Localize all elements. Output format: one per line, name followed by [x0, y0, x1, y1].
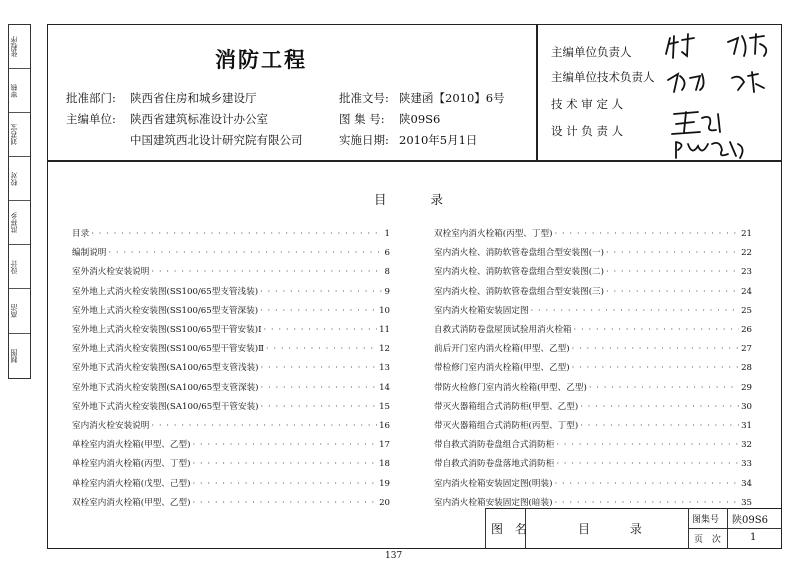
strip-label: 高洁 [10, 304, 18, 318]
toc-leader-dots [108, 248, 382, 258]
toc-entry [72, 419, 390, 431]
strip-label: 审核 [10, 84, 18, 98]
strip-label: 刘君宝 [10, 124, 18, 146]
side-approval-strip [8, 24, 31, 379]
tb-page-label: 页 次 [694, 535, 724, 545]
strip-cell [9, 334, 30, 379]
toc-leader-dots [192, 498, 377, 508]
toc-entry [434, 246, 752, 258]
tb-divider [688, 528, 782, 529]
toc-entry [434, 438, 752, 450]
toc-entry-title: 带自救式消防卷盘组合式消防柜 [434, 440, 555, 451]
toc-entry-title: 双栓室内消火栓箱(甲型、乙型) [72, 497, 191, 508]
toc-leader-dots [192, 459, 377, 469]
toc-entry-page: 21 [741, 229, 752, 239]
toc-leader-dots [91, 229, 382, 239]
toc-entry [72, 361, 390, 373]
strip-cell [9, 201, 30, 245]
toc-entry-page: 35 [741, 497, 752, 508]
page-number: 137 [385, 551, 403, 561]
toc-entry-page: 30 [741, 401, 752, 412]
toc-entry-title: 室内消火栓、消防软管卷盘组合型安装图(一) [434, 248, 604, 259]
strip-cell [9, 289, 30, 334]
toc-entry-title: 室外地上式消火栓安装图(SS100/65型干管安装)Ⅰ [72, 325, 262, 335]
toc-leader-dots [606, 248, 739, 258]
strip-label: 制图 [10, 349, 18, 363]
toc-entry-page: 25 [741, 305, 752, 316]
toc-entry-page: 9 [384, 286, 390, 297]
strip-label: 校对 [10, 172, 18, 186]
toc-entry [434, 361, 752, 373]
toc-leader-dots [531, 306, 740, 316]
toc-leader-dots [151, 421, 377, 431]
toc-entry [434, 323, 752, 335]
strip-cell [9, 245, 30, 289]
strip-cell [9, 157, 30, 201]
toc-entry-page: 33 [741, 459, 752, 470]
toc-leader-dots [606, 267, 739, 277]
toc-entry-page: 31 [741, 421, 752, 431]
approval-dept: 陕西省住房和城乡建设厅 [130, 91, 257, 105]
toc-leader-dots [580, 402, 739, 412]
toc-leader-dots [263, 325, 377, 335]
toc-entry-page: 32 [741, 440, 752, 451]
strip-cell [9, 25, 30, 69]
toc-entry-title: 室内消火栓、消防软管卷盘组合型安装图(三) [434, 286, 604, 297]
strip-label: 设计 [10, 260, 18, 274]
atlas-no-label: 图 集 号: [339, 112, 385, 126]
tb-name-label: 图 名 [491, 522, 531, 536]
toc-entry [72, 457, 390, 469]
atlas-no: 陕09S6 [399, 112, 441, 126]
toc-leader-dots [580, 421, 739, 431]
toc-entry-page: 28 [741, 363, 752, 374]
toc-leader-dots [192, 440, 377, 450]
toc-leader-dots [261, 363, 378, 373]
toc-entry-page: 34 [741, 478, 752, 489]
approval-dept-label: 批准部门: [66, 91, 116, 105]
toc-entry [72, 342, 390, 354]
toc-entry [434, 265, 752, 277]
toc-entry-page: 26 [741, 325, 752, 335]
toc-entry [434, 227, 752, 239]
toc-entry-title: 室外消火栓安装说明 [72, 267, 150, 278]
toc-entry-title: 编制说明 [72, 248, 107, 259]
toc-entry [72, 227, 390, 239]
toc-leader-dots [589, 383, 739, 393]
header-divider [47, 160, 782, 162]
toc-leader-dots [606, 287, 739, 297]
toc-entry-title: 室内消火栓、消防软管卷盘组合型安装图(二) [434, 267, 604, 278]
toc-entry-title: 双栓室内消火栓箱(丙型、丁型) [434, 229, 553, 239]
toc-entry [72, 477, 390, 489]
toc-entry [434, 457, 752, 469]
toc-entry-page: 17 [379, 440, 390, 451]
toc-entry-page: 27 [741, 344, 752, 355]
toc-leader-dots [260, 306, 377, 316]
toc-entry-title: 室外地上式消火栓安装图(SS100/65型支管深装) [72, 305, 259, 316]
toc-entry [434, 285, 752, 297]
toc-entry-page: 29 [741, 382, 752, 393]
toc-entry-page: 12 [379, 344, 390, 355]
tb-name-value: 目 录 [578, 522, 660, 536]
tb-atlas-label: 图集号 [692, 515, 720, 525]
toc-entry [434, 400, 752, 412]
toc-entry-page: 16 [379, 421, 390, 431]
toc-entry-title: 室外地上式消火栓安装图(SS100/65型支管浅装) [72, 286, 259, 297]
strip-label: 张程序 [10, 36, 18, 58]
tb-page-value: 1 [750, 532, 757, 543]
toc-entry-title: 室内消火栓箱安装固定图(明装) [434, 478, 553, 489]
effective-date: 2010年5月1日 [399, 133, 478, 147]
tb-divider [485, 508, 486, 549]
toc-entry [72, 323, 390, 335]
role-chief-unit-head: 主编单位负责人 [551, 45, 632, 59]
header-vertical-divider [536, 24, 538, 161]
role-tech-reviewer: 技 术 审 定 人 [551, 97, 624, 111]
toc-entry-title: 带灭火器箱组合式消防柜(丙型、丁型) [434, 421, 579, 431]
approval-no-label: 批准文号: [339, 91, 389, 105]
toc-leader-dots [261, 402, 378, 412]
toc-entry [434, 304, 752, 316]
toc-entry-title: 室外地下式消火栓安装图(SA100/65型支管深装) [72, 382, 259, 393]
toc-entry-page: 15 [379, 401, 390, 412]
toc-entry-title: 单栓室内消火栓箱(甲型、乙型) [72, 440, 191, 451]
toc-entry-page: 23 [741, 267, 752, 278]
toc-leader-dots [554, 498, 739, 508]
toc-entry-title: 室内消火栓安装说明 [72, 421, 150, 431]
toc-entry-page: 14 [379, 382, 390, 393]
toc-entry-title: 带自救式消防卷盘落地式消防柜 [434, 459, 555, 470]
tb-atlas-value: 陕09S6 [732, 515, 768, 526]
toc-entry [72, 285, 390, 297]
toc-entry [434, 496, 752, 508]
toc-entry-page: 8 [384, 267, 390, 278]
toc-entry-title: 室内消火栓箱安装固定图 [434, 305, 529, 316]
toc-entry-page: 18 [379, 459, 390, 470]
toc-entry-title: 带检修门室内消火栓箱(甲型、乙型) [434, 363, 570, 374]
toc-entry [434, 419, 752, 431]
toc-entry-title: 自救式消防卷盘屋顶试验用消火栓箱 [434, 325, 572, 335]
toc-leader-dots [192, 479, 377, 489]
toc-leader-dots [574, 325, 740, 335]
editor-unit-1: 陕西省建筑标准设计办公室 [130, 112, 268, 126]
strip-cell [9, 69, 30, 113]
toc-entry [72, 400, 390, 412]
editor-label: 主编单位: [66, 112, 116, 126]
toc-entry [72, 304, 390, 316]
toc-entry-page: 11 [379, 325, 390, 335]
toc-entry-title: 室外地下式消火栓安装图(SA100/65型干管安装) [72, 401, 259, 412]
toc-leader-dots [556, 459, 739, 469]
toc-entry-title: 带灭火器箱组合式消防柜(甲型、乙型) [434, 401, 579, 412]
toc-entry-title: 室外地下式消火栓安装图(SA100/65型支管浅装) [72, 363, 259, 374]
role-chief-tech-head: 主编单位技术负责人 [551, 70, 655, 84]
toc-entry [434, 381, 752, 393]
toc-entry-page: 6 [384, 248, 390, 259]
toc-leader-dots [151, 267, 382, 277]
toc-leader-dots [260, 287, 382, 297]
toc-entry [72, 265, 390, 277]
toc-entry [72, 438, 390, 450]
toc-entry-title: 单栓室内消火栓箱(戊型、己型) [72, 478, 191, 489]
strip-label: 洪祥乡 [10, 212, 18, 234]
effective-label: 实施日期: [339, 133, 389, 147]
document-title: 消防工程 [215, 47, 307, 72]
toc-entry-page: 13 [379, 363, 390, 374]
toc-entry [72, 381, 390, 393]
toc-heading: 目 录 [374, 192, 463, 207]
toc-entry-title: 室外地上式消火栓安装图(SS100/65型干管安装)Ⅱ [72, 344, 264, 355]
toc-entry-page: 19 [379, 478, 390, 489]
toc-leader-dots [261, 383, 378, 393]
toc-entry-title: 单栓室内消火栓箱(丙型、丁型) [72, 459, 191, 470]
toc-entry-title: 前后开门室内消火栓箱(甲型、乙型) [434, 344, 570, 355]
toc-entry [434, 477, 752, 489]
toc-leader-dots [266, 344, 377, 354]
role-design-lead: 设 计 负 责 人 [551, 124, 624, 138]
toc-entry-title: 带防火检修门室内消火栓箱(甲型、乙型) [434, 382, 587, 393]
toc-leader-dots [554, 229, 739, 239]
strip-cell [9, 113, 30, 157]
toc-entry [72, 246, 390, 258]
toc-entry-page: 22 [741, 248, 752, 259]
toc-entry [434, 342, 752, 354]
toc-entry [72, 496, 390, 508]
toc-leader-dots [572, 344, 739, 354]
toc-leader-dots [554, 479, 739, 489]
toc-entry-title: 室内消火栓箱安装固定图(暗装) [434, 497, 553, 508]
toc-entry-page: 10 [379, 305, 390, 316]
editor-unit-2: 中国建筑西北设计研究院有限公司 [130, 133, 303, 147]
toc-leader-dots [572, 363, 739, 373]
toc-entry-title: 目录 [72, 229, 90, 239]
toc-entry-page: 24 [741, 286, 752, 297]
toc-entry-page: 20 [379, 497, 390, 508]
toc-leader-dots [556, 440, 739, 450]
signature-images [660, 28, 780, 160]
toc-entry-page: 1 [384, 229, 390, 239]
approval-no: 陕建函【2010】6号 [399, 91, 505, 105]
